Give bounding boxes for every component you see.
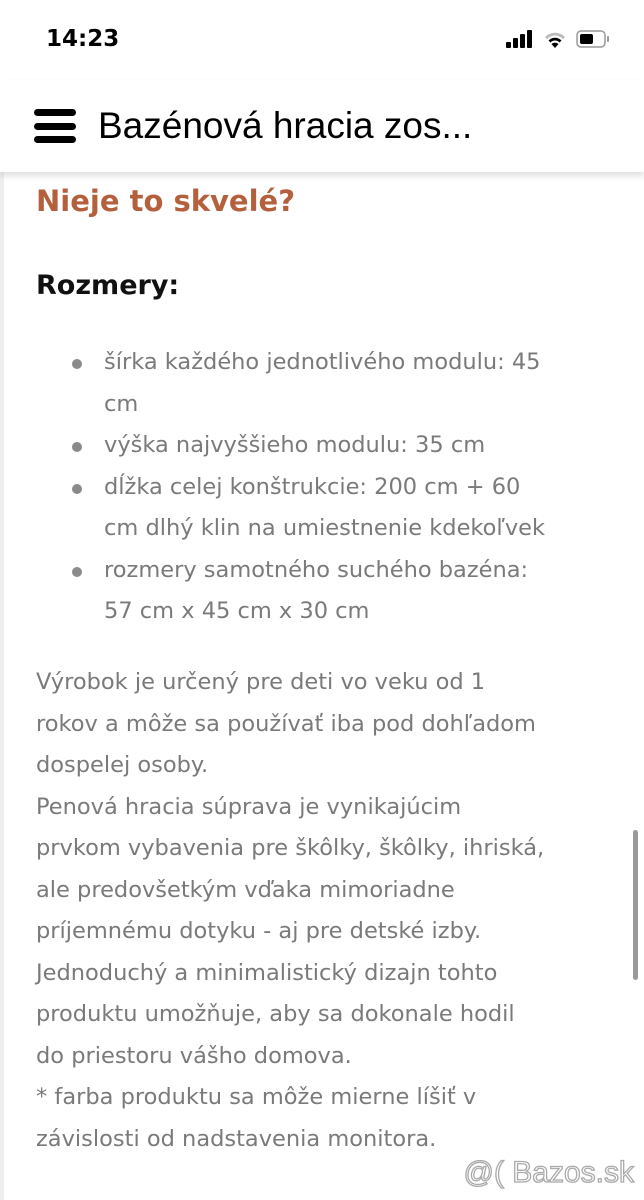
scrollbar[interactable] <box>633 830 638 980</box>
dimensions-heading: Rozmery: <box>36 270 180 301</box>
menu-icon[interactable] <box>34 109 76 143</box>
list-item: dĺžka celej konštrukcie: 200 cm + 60 cm dlhý klin na umiestnenie kdekoľvek <box>72 467 545 550</box>
wifi-icon <box>543 30 567 48</box>
list-item: výška najvyššieho modulu: 35 cm <box>72 425 545 467</box>
signal-icon <box>506 30 534 48</box>
app-header <box>0 80 644 172</box>
list-item: šírka každého jednotlivého modulu: 45 cm <box>72 342 545 425</box>
dimensions-list <box>72 342 545 633</box>
list-item: rozmery samotného suchého bazéna: 57 cm x 45 cm x 30 cm <box>72 550 545 633</box>
section-heading: Nieje to skvelé? <box>36 184 296 218</box>
battery-icon <box>576 30 610 48</box>
description-paragraph: Výrobok je určený pre deti vo veku od 1 rokov a môže sa používať iba pod dohľadom dospelej osoby. Penová hracia súprava je vynikajúcim prvkom vybavenia pre škôlky, škôlky, ihriská, ale predovšetkým vďaka mimoriadne príjemnému dotyku - aj pre detské izby. Jednoduchý a minimalistický dizajn tohto produktu umožňuje, aby sa dokonale hodil do priestoru vášho domova. * farba produktu sa môže mierne líšiť v závislosti od nadstavenia monitora. <box>36 669 545 1152</box>
page-title: Bazénová hracia zos... <box>98 105 473 146</box>
status-time: 14:23 <box>46 26 120 52</box>
description-content <box>0 172 644 1200</box>
watermark: @( Bazos.sk <box>463 1156 634 1189</box>
status-bar <box>0 0 644 80</box>
